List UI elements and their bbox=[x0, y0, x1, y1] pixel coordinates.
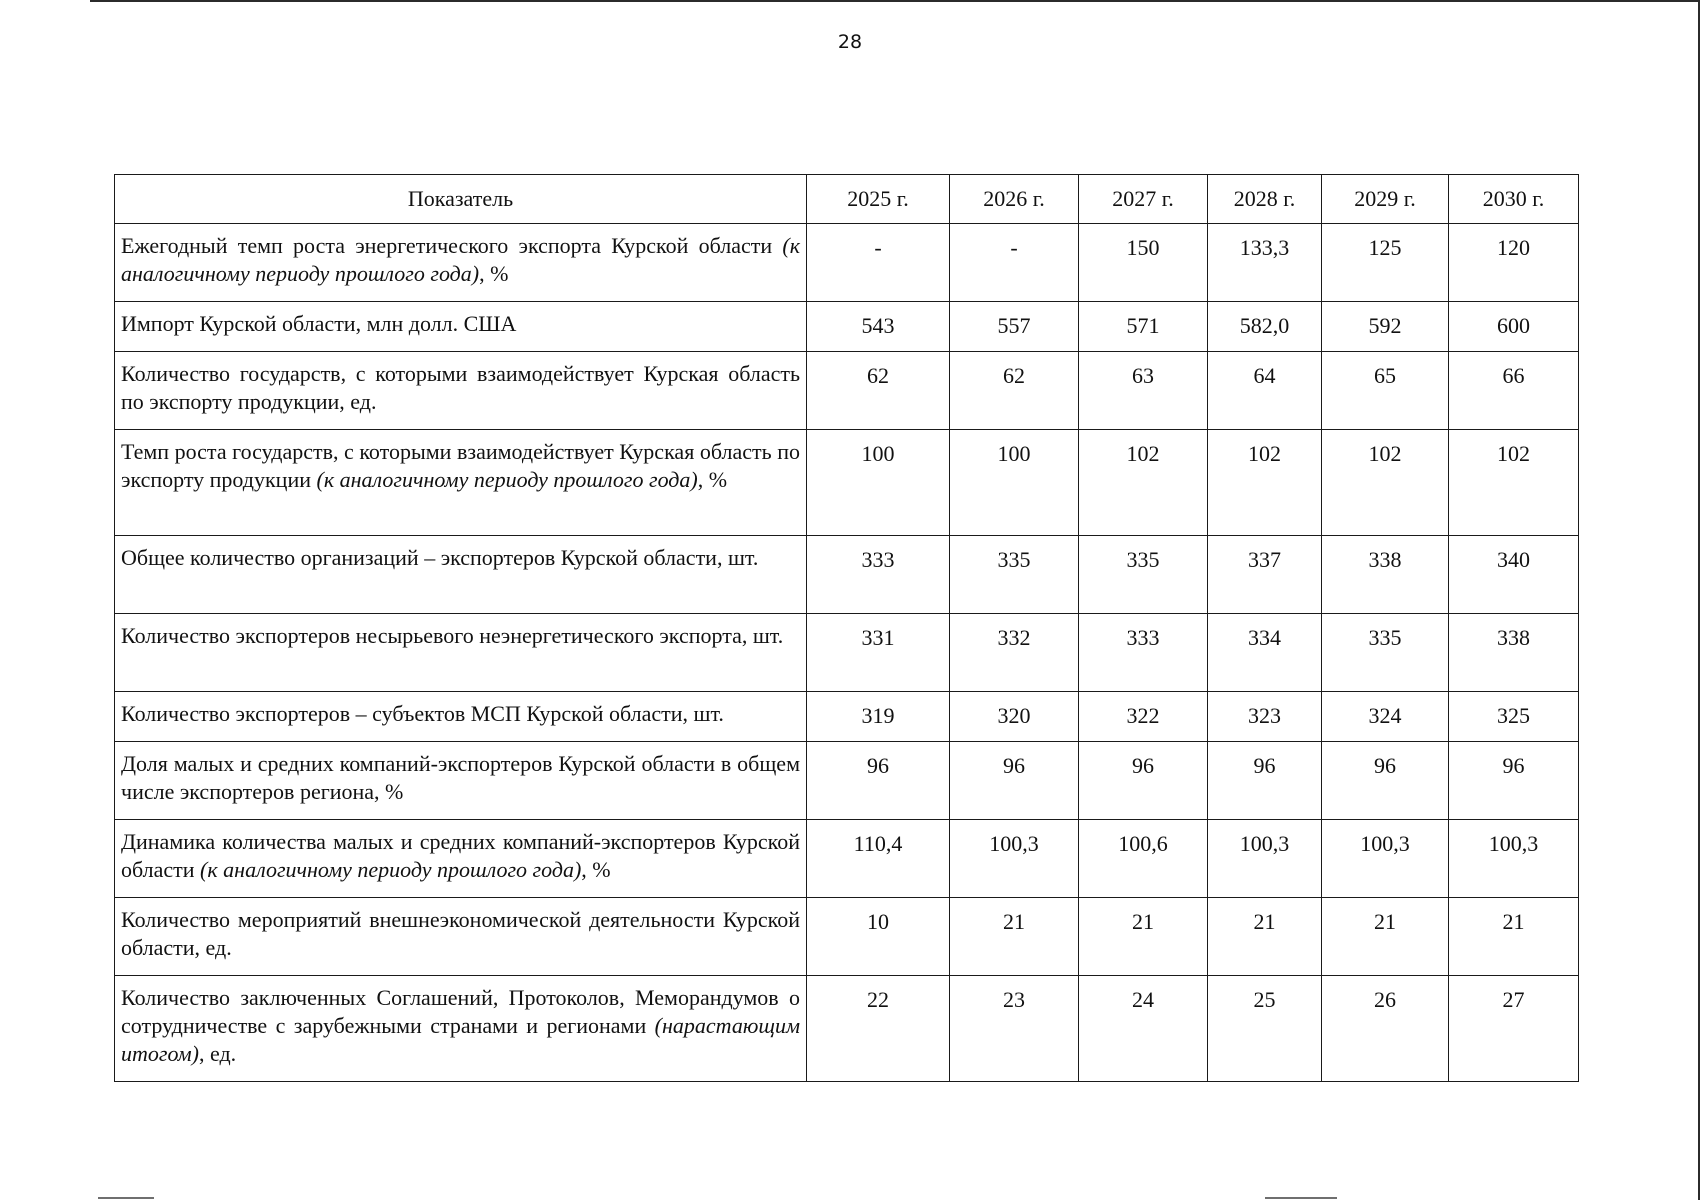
value-cell: 22 bbox=[807, 976, 950, 1082]
value-cell: 96 bbox=[950, 742, 1079, 820]
indicator-text: Темп роста государств, с которыми взаимодействует Курская область по экспорту продукции bbox=[121, 439, 800, 492]
value-cell: 21 bbox=[1322, 898, 1449, 976]
value-cell: 96 bbox=[1449, 742, 1579, 820]
value-cell: 331 bbox=[807, 614, 950, 692]
value-cell: 600 bbox=[1449, 302, 1579, 352]
value-cell: - bbox=[807, 224, 950, 302]
value-cell: 571 bbox=[1079, 302, 1208, 352]
value-cell: 66 bbox=[1449, 352, 1579, 430]
header-year-2027: 2027 г. bbox=[1079, 175, 1208, 224]
value-cell: 335 bbox=[1322, 614, 1449, 692]
indicator-note: (нарастающим итогом) bbox=[121, 1013, 800, 1066]
value-cell: 335 bbox=[1079, 536, 1208, 614]
table-row bbox=[115, 614, 1579, 692]
indicator-label bbox=[115, 430, 807, 536]
header-year-2026: 2026 г. bbox=[950, 175, 1079, 224]
header-year-2028: 2028 г. bbox=[1208, 175, 1322, 224]
value-cell: 27 bbox=[1449, 976, 1579, 1082]
value-cell: 100,3 bbox=[1449, 820, 1579, 898]
indicator-label bbox=[115, 742, 807, 820]
indicator-note: (к аналогичному периоду прошлого года) bbox=[316, 467, 698, 492]
header-indicator: Показатель bbox=[115, 175, 807, 224]
indicator-text: Количество мероприятий внешнеэкономической деятельности Курской области, ед. bbox=[121, 907, 800, 960]
value-cell: 64 bbox=[1208, 352, 1322, 430]
indicator-text: Импорт Курской области, млн долл. США bbox=[121, 311, 517, 336]
value-cell: 320 bbox=[950, 692, 1079, 742]
indicator-label bbox=[115, 976, 807, 1082]
value-cell: 335 bbox=[950, 536, 1079, 614]
value-cell: 325 bbox=[1449, 692, 1579, 742]
value-cell: 102 bbox=[1449, 430, 1579, 536]
value-cell: 96 bbox=[1208, 742, 1322, 820]
indicator-unit: , % bbox=[479, 261, 509, 286]
value-cell: 133,3 bbox=[1208, 224, 1322, 302]
value-cell: 340 bbox=[1449, 536, 1579, 614]
scan-mark-right bbox=[1265, 1197, 1337, 1199]
table-row bbox=[115, 536, 1579, 614]
value-cell: 100,3 bbox=[950, 820, 1079, 898]
indicator-label bbox=[115, 224, 807, 302]
value-cell: 100 bbox=[807, 430, 950, 536]
value-cell: 23 bbox=[950, 976, 1079, 1082]
value-cell: 25 bbox=[1208, 976, 1322, 1082]
value-cell: 96 bbox=[1322, 742, 1449, 820]
value-cell: 100,3 bbox=[1322, 820, 1449, 898]
table-row bbox=[115, 302, 1579, 352]
indicator-text: Общее количество организаций – экспортеров Курской области, шт. bbox=[121, 545, 759, 570]
indicator-label bbox=[115, 898, 807, 976]
value-cell: 333 bbox=[1079, 614, 1208, 692]
value-cell: 338 bbox=[1322, 536, 1449, 614]
value-cell: 543 bbox=[807, 302, 950, 352]
value-cell: 322 bbox=[1079, 692, 1208, 742]
table-row bbox=[115, 742, 1579, 820]
value-cell: 21 bbox=[1208, 898, 1322, 976]
value-cell: 96 bbox=[1079, 742, 1208, 820]
indicator-label bbox=[115, 692, 807, 742]
page-edge-top bbox=[90, 0, 1700, 2]
value-cell: 62 bbox=[807, 352, 950, 430]
value-cell: 337 bbox=[1208, 536, 1322, 614]
value-cell: 332 bbox=[950, 614, 1079, 692]
table-row bbox=[115, 692, 1579, 742]
value-cell: 62 bbox=[950, 352, 1079, 430]
value-cell: 63 bbox=[1079, 352, 1208, 430]
indicator-unit: , ед. bbox=[199, 1041, 237, 1066]
value-cell: 324 bbox=[1322, 692, 1449, 742]
value-cell: 338 bbox=[1449, 614, 1579, 692]
value-cell: 10 bbox=[807, 898, 950, 976]
value-cell: 333 bbox=[807, 536, 950, 614]
indicator-text: Динамика количества малых и средних компаний-экспортеров Курской области bbox=[121, 829, 800, 882]
value-cell: 100,6 bbox=[1079, 820, 1208, 898]
indicator-note: (к аналогичному периоду прошлого года) bbox=[200, 857, 582, 882]
indicator-label bbox=[115, 820, 807, 898]
indicator-text: Доля малых и средних компаний-экспортеров Курской области в общем числе экспортеров региона, % bbox=[121, 751, 800, 804]
value-cell: 96 bbox=[807, 742, 950, 820]
header-year-2030: 2030 г. bbox=[1449, 175, 1579, 224]
value-cell: 21 bbox=[1449, 898, 1579, 976]
table-row bbox=[115, 224, 1579, 302]
value-cell: 26 bbox=[1322, 976, 1449, 1082]
value-cell: 24 bbox=[1079, 976, 1208, 1082]
value-cell: 21 bbox=[1079, 898, 1208, 976]
value-cell: 21 bbox=[950, 898, 1079, 976]
indicator-note: (к аналогичному периоду прошлого года) bbox=[121, 233, 801, 286]
value-cell: 125 bbox=[1322, 224, 1449, 302]
indicator-text: Количество экспортеров несырьевого неэнергетического экспорта, шт. bbox=[121, 623, 784, 648]
scan-mark-left bbox=[98, 1197, 154, 1199]
table-row bbox=[115, 352, 1579, 430]
indicator-label bbox=[115, 614, 807, 692]
header-year-2029: 2029 г. bbox=[1322, 175, 1449, 224]
value-cell: 110,4 bbox=[807, 820, 950, 898]
indicator-label bbox=[115, 352, 807, 430]
table-row bbox=[115, 976, 1579, 1082]
header-year-2025: 2025 г. bbox=[807, 175, 950, 224]
indicator-unit: , % bbox=[581, 857, 611, 882]
value-cell: 120 bbox=[1449, 224, 1579, 302]
value-cell: 65 bbox=[1322, 352, 1449, 430]
table-row bbox=[115, 820, 1579, 898]
indicator-text: Количество экспортеров – субъектов МСП Курской области, шт. bbox=[121, 701, 724, 726]
value-cell: 319 bbox=[807, 692, 950, 742]
table-row bbox=[115, 430, 1579, 536]
indicator-text: Ежегодный темп роста энергетического экспорта Курской области bbox=[121, 233, 773, 258]
table-row bbox=[115, 898, 1579, 976]
indicator-label bbox=[115, 536, 807, 614]
value-cell: - bbox=[950, 224, 1079, 302]
value-cell: 102 bbox=[1322, 430, 1449, 536]
value-cell: 150 bbox=[1079, 224, 1208, 302]
value-cell: 102 bbox=[1079, 430, 1208, 536]
table-header-row bbox=[115, 175, 1579, 224]
indicator-unit: , % bbox=[697, 467, 728, 492]
page-number: 28 bbox=[837, 31, 863, 53]
value-cell: 582,0 bbox=[1208, 302, 1322, 352]
value-cell: 323 bbox=[1208, 692, 1322, 742]
indicator-text: Количество государств, с которыми взаимодействует Курская область по экспорту продукции, ед. bbox=[121, 361, 800, 414]
indicators-table bbox=[114, 174, 1579, 1082]
value-cell: 100,3 bbox=[1208, 820, 1322, 898]
value-cell: 592 bbox=[1322, 302, 1449, 352]
value-cell: 100 bbox=[950, 430, 1079, 536]
value-cell: 102 bbox=[1208, 430, 1322, 536]
indicator-label bbox=[115, 302, 807, 352]
value-cell: 334 bbox=[1208, 614, 1322, 692]
table-body bbox=[115, 224, 1579, 1082]
value-cell: 557 bbox=[950, 302, 1079, 352]
indicator-text: Количество заключенных Соглашений, Протоколов, Меморандумов о сотрудничестве с зарубежными странами и регионами bbox=[121, 985, 800, 1038]
